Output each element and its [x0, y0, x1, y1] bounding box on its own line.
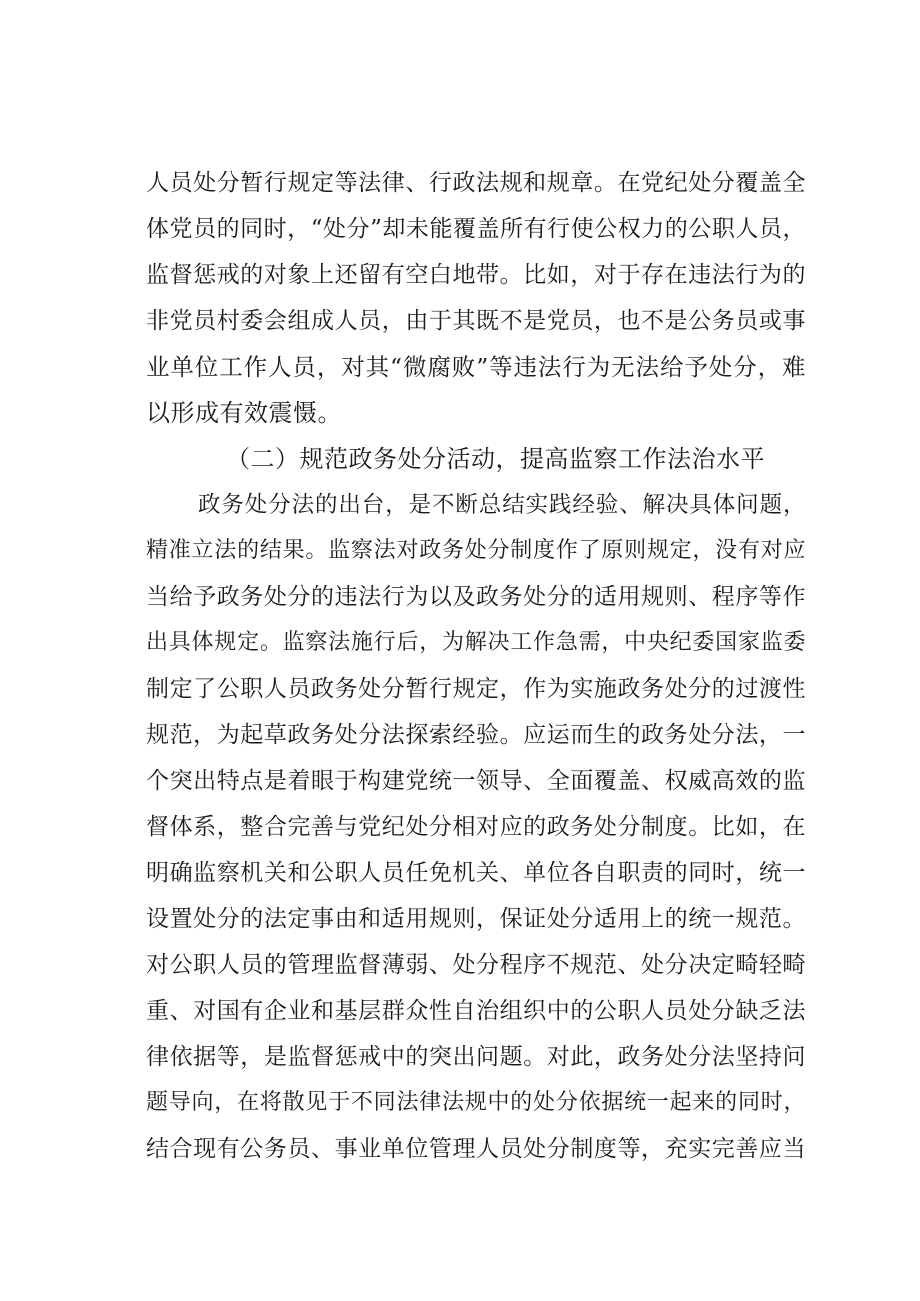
paragraph-2-line-9: 明确监察机关和公职人员任免机关、单位各自职责的同时，统一: [146, 860, 806, 886]
paragraph-1-line-5: 业单位工作人员，对其“微腐败”等违法行为无法给予处分，难: [146, 353, 806, 381]
paragraph-2-line-11: 对公职人员的管理监督薄弱、处分程序不规范、处分决定畸轻畸: [146, 952, 806, 978]
paragraph-2-line-7: 个突出特点是着眼于构建党统一领导、全面覆盖、权威高效的监: [146, 768, 806, 794]
paragraph-2-line-13: 律依据等，是监督惩戒中的突出问题。对此，政务处分法坚持问: [146, 1044, 806, 1070]
paragraph-2-line-15: 结合现有公务员、事业单位管理人员处分制度等，充实完善应当: [146, 1136, 806, 1162]
paragraph-2-line-14: 题导向，在将散见于不同法律法规中的处分依据统一起来的同时，: [146, 1090, 806, 1115]
section-heading: （二）规范政务处分活动，提高监察工作法治水平: [226, 445, 765, 473]
paragraph-2-line-10: 设置处分的法定事由和适用规则，保证处分适用上的统一规范。: [146, 906, 806, 932]
paragraph-1-line-4: 非党员村委会组成人员，由于其既不是党员，也不是公务员或事: [146, 308, 806, 334]
paragraph-2-line-1: 政务处分法的出台，是不断总结实践经验、解决具体问题，: [198, 492, 806, 518]
paragraph-2-line-4: 出具体规定。监察法施行后，为解决工作急需，中央纪委国家监委: [146, 630, 806, 655]
paragraph-1-line-2: 体党员的同时，“处分”却未能覆盖所有行使公权力的公职人员，: [146, 216, 806, 242]
paragraph-2-line-6: 规范，为起草政务处分法探索经验。应运而生的政务处分法，一: [146, 722, 806, 748]
paragraph-1-line-3: 监督惩戒的对象上还留有空白地带。比如，对于存在违法行为的: [146, 262, 806, 288]
paragraph-1-line-6: 以形成有效震慑。: [146, 399, 342, 427]
paragraph-2-line-8: 督体系，整合完善与党纪处分相对应的政务处分制度。比如，在: [146, 814, 806, 840]
paragraph-2-line-3: 当给予政务处分的违法行为以及政务处分的适用规则、程序等作: [146, 584, 806, 610]
paragraph-2-line-5: 制定了公职人员政务处分暂行规定，作为实施政务处分的过渡性: [146, 676, 806, 702]
paragraph-2-line-2: 精准立法的结果。监察法对政务处分制度作了原则规定，没有对应: [146, 538, 806, 563]
paragraph-2-line-12: 重、对国有企业和基层群众性自治组织中的公职人员处分缺乏法: [146, 998, 806, 1024]
paragraph-1-line-1: 人员处分暂行规定等法律、行政法规和规章。在党纪处分覆盖全: [146, 170, 806, 196]
